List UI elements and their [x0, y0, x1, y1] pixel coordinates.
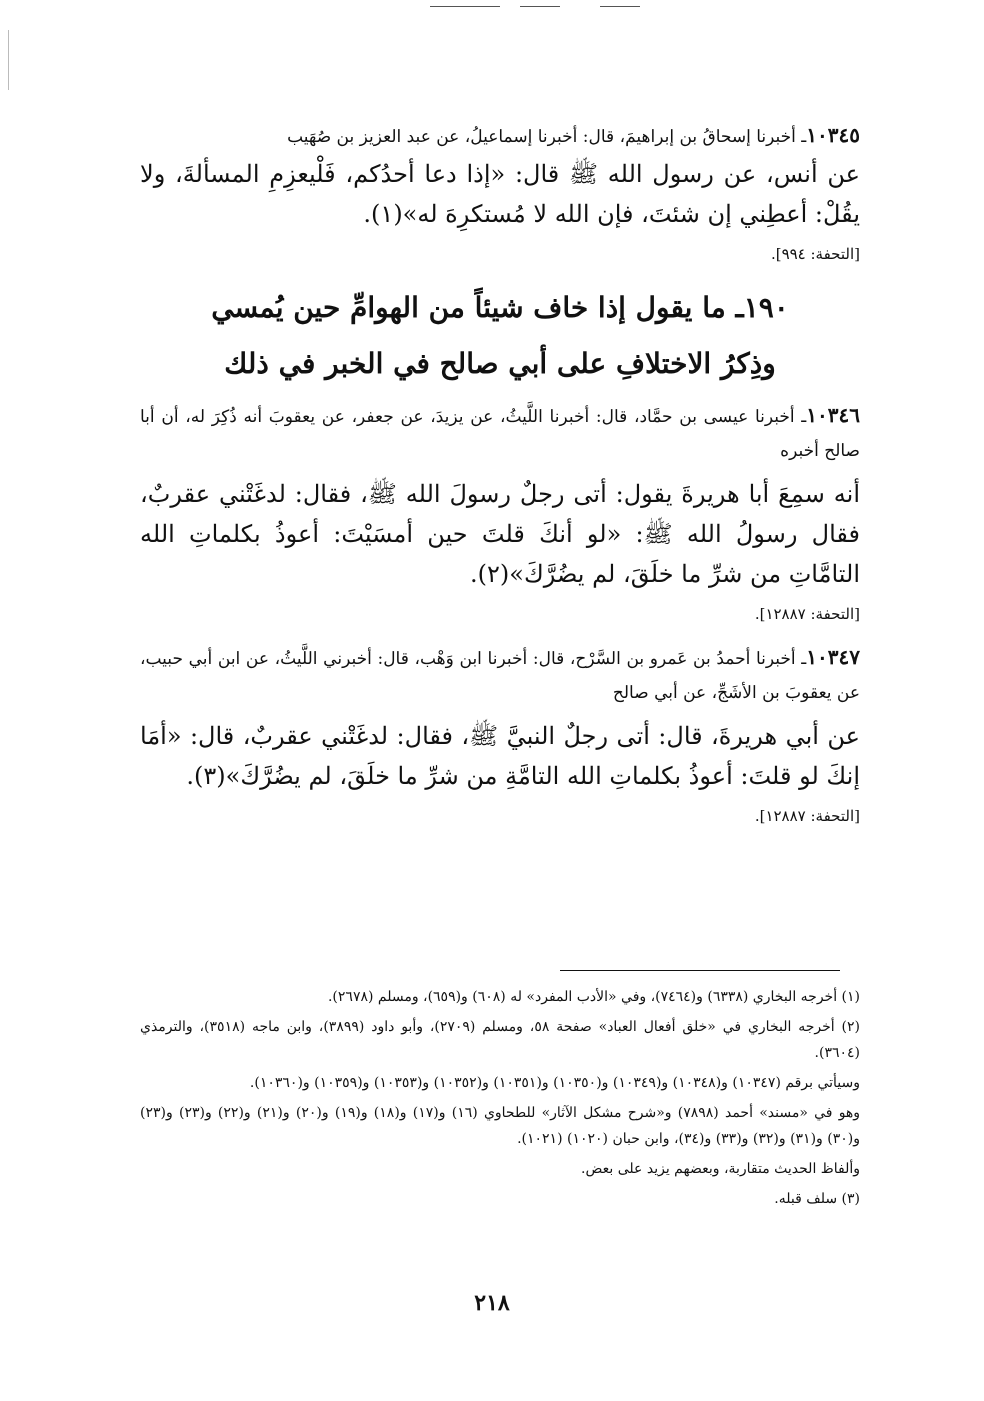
chapter-heading [140, 280, 860, 392]
hadith-entry-10346 [140, 398, 860, 626]
scan-left-mark [8, 30, 9, 90]
footnotes [140, 984, 860, 1216]
footnote-item: وسيأتي برقم (١٠٣٤٧) و(١٠٣٤٨) و(١٠٣٤٩) و(١٠٣٥٠) و(١٠٣٥١) و(١٠٣٥٢) و(١٠٣٥٣) و(١٠٣٥٩) و(١٠٣٦٠). [249, 1075, 860, 1091]
isnad-text: ـ أخبرنا عيسى بن حمَّاد، قال: أخبرنا اللَّيثُ، عن يزيدَ، عن جعفر، عن يعقوبَ أنه ذُكِرَ له، أن أبا صالح أخبره [140, 407, 860, 461]
page-number: ٢١٨ [474, 1290, 510, 1316]
footnote-item: وألفاظ الحديث متقاربة، وبعضهم يزيد على بعض. [581, 1161, 860, 1177]
scan-mark [600, 6, 640, 7]
scan-top-marks [0, 0, 984, 12]
hadith-number: ١٠٣٤٦ [806, 403, 860, 427]
hadith-entry-10347 [140, 640, 860, 828]
footnote-item: (١) أخرجه البخاري (٦٣٣٨) و(٧٤٦٤)، وفي «الأدب المفرد» له (٦٠٨) و(٦٥٩)، ومسلم (٢٦٧٨). [327, 989, 860, 1005]
chapter-title-line-1: ١٩٠ـ ما يقول إذا خاف شيئاً من الهوامِّ حين يُمسي [211, 291, 789, 324]
footnote-item: (٢) أخرجه البخاري في «خلق أفعال العباد» صفحة ٥٨، ومسلم (٢٧٠٩)، وأبو داود (٣٨٩٩)، وابن ماجه (٣٥١٨)، والترمذي (٣٦٠٤). [140, 1019, 860, 1061]
hadith-matn: أنه سمِعَ أبا هريرةَ يقول: أتى رجلٌ رسولَ الله ﷺ، فقال: لدغَتْني عقربٌ، فقال رسولُ الله ﷺ: «لو أنكَ قلتَ حين أمسَيْتَ: أعوذُ بكلماتِ الله التامَّاتِ من شرِّ ما خلَقَ، لم يضُرَّكَ»(٢). [140, 480, 860, 588]
hadith-matn: عن أنس، عن رسول الله ﷺ قال: «إذا دعا أحدُكم، فَلْيعزِمِ المسألةَ، ولا يقُلْ: أعطِني إن شئتَ، فإن الله لا مُستكرِهَ له»(١). [140, 160, 860, 228]
tuhfa-reference: [التحفة: ٩٩٤]. [770, 245, 860, 263]
hadith-entry-10345 [140, 118, 860, 266]
tuhfa-reference: [التحفة: ١٢٨٨٧]. [754, 807, 860, 825]
scan-mark [520, 6, 560, 7]
hadith-isnad [140, 118, 860, 154]
hadith-number: ١٠٣٤٧ [806, 645, 860, 669]
chapter-title-line-2: وذِكرُ الاختلافِ على أبي صالح في الخبر في ذلك [224, 347, 776, 380]
hadith-isnad [140, 398, 860, 468]
scan-mark [430, 6, 500, 7]
hadith-matn: عن أبي هريرةَ، قال: أتى رجلٌ النبيَّ ﷺ، فقال: لدغَتْني عقربٌ، قال: «أمَا إنكَ لو قلتَ: أعوذُ بكلماتِ الله التامَّةِ من شرِّ ما خلَقَ، لم يضُرَّكَ»(٣). [140, 722, 860, 790]
isnad-text: ـ أخبرنا إسحاقُ بن إبراهيمَ، قال: أخبرنا إسماعيلُ، عن عبد العزيز بن صُهَيب [287, 127, 807, 147]
hadith-number: ١٠٣٤٥ [806, 123, 860, 147]
footnote-item: وهو في «مسند» أحمد (٧٨٩٨) و«شرح مشكل الآثار» للطحاوي (١٦) و(١٧) و(١٨) و(١٩) و(٢٠) و(٢١) و(٢٢) و(٢٣) و(٢٣) و(٣٠) و(٣١) و(٣٢) و(٣٣) و(٣٤)، وابن حبان (١٠٢٠) (١٠٢١). [140, 1105, 861, 1147]
page-body [140, 118, 860, 842]
hadith-isnad [140, 640, 860, 710]
isnad-text: ـ أخبرنا أحمدُ بن عَمرو بن السَّرْح، قال: أخبرنا ابن وَهْب، قال: أخبرني اللَّيثُ، عن ابن أبي حبيب، عن يعقوبَ بن الأشَجِّ، عن أبي صالح [140, 649, 860, 703]
footnote-separator [560, 970, 840, 971]
tuhfa-reference: [التحفة: ١٢٨٨٧]. [754, 605, 860, 623]
footnote-item: (٣) سلف قبله. [774, 1191, 860, 1207]
